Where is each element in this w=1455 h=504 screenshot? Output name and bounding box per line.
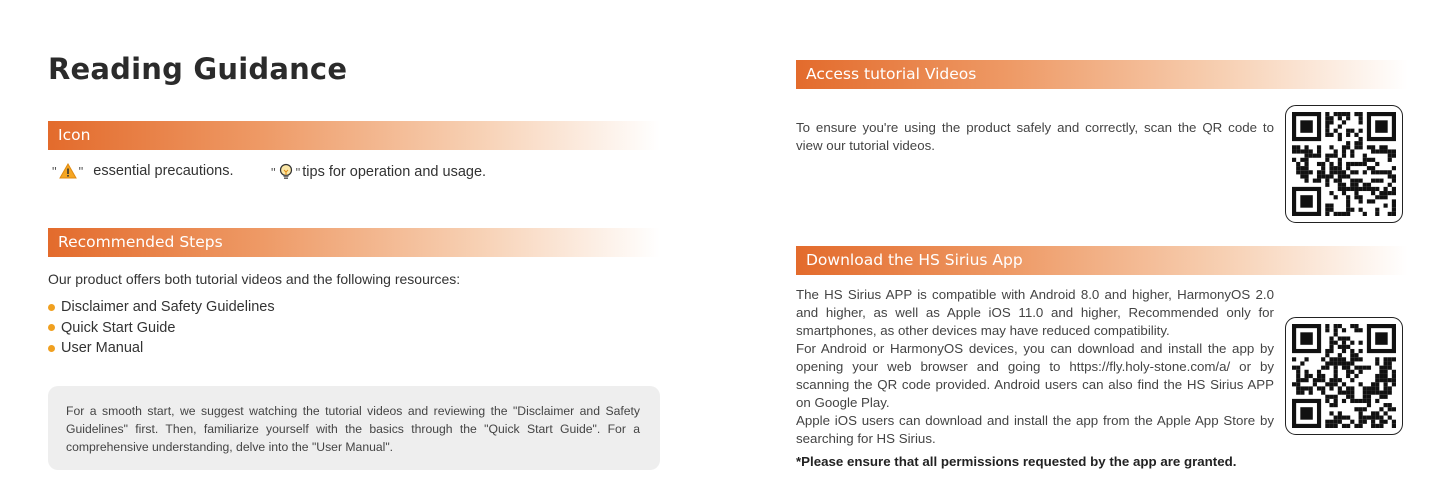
video-qr-code [1285, 105, 1403, 223]
steps-intro: Our product offers both tutorial videos and the following resources: [48, 271, 461, 287]
app-text [796, 286, 1274, 448]
bullet-dot [48, 304, 55, 311]
open-quote: " [52, 163, 57, 179]
app-ios-text: Apple iOS users can download and install the app from the Apple App Store by searching for HS Sirius. [796, 413, 1274, 446]
warning-legend [52, 163, 234, 179]
app-qr-code [1285, 317, 1403, 435]
app-compatibility-text: The HS Sirius APP is compatible with Android 8.0 and higher, HarmonyOS 2.0 and higher, as well as Apple iOS 11.0 and higher, Recommended only for smartphones, as other devices may have reduced compatibility. [796, 287, 1274, 338]
app-section-header: Download the HS Sirius App [796, 246, 1408, 275]
close-quote: " [78, 163, 84, 179]
list-item: User Manual [48, 338, 275, 359]
close-quote: " [295, 164, 301, 180]
recommendation-note: For a smooth start, we suggest watching the tutorial videos and reviewing the "Disclaimer and Safety Guidelines" first. Then, familiarize yourself with the basics through the "Quick Start Guide". For a comprehensive understanding, delve into the "User Manual". [66, 404, 640, 454]
qr-code-icon [1292, 112, 1396, 216]
permissions-note: *Please ensure that all permissions requested by the app are granted. [796, 454, 1237, 469]
video-text: To ensure you're using the product safely and correctly, scan the QR code to view our tutorial videos. [796, 120, 1274, 153]
tip-legend [271, 163, 486, 181]
list-item: Quick Start Guide [48, 318, 275, 339]
tip-legend-text: tips for operation and usage. [302, 164, 487, 180]
resource-list [48, 297, 275, 359]
qr-code-icon [1292, 324, 1396, 428]
bullet-dot [48, 345, 55, 352]
steps-section-header: Recommended Steps [48, 228, 660, 257]
warning-triangle-icon [59, 163, 77, 179]
recommendation-note-box [48, 386, 660, 470]
video-section-header: Access tutorial Videos [796, 60, 1408, 89]
open-quote: " [271, 164, 276, 180]
lightbulb-icon [278, 163, 294, 181]
list-item: Disclaimer and Safety Guidelines [48, 297, 275, 318]
icon-section-header: Icon [48, 121, 660, 150]
bullet-dot [48, 324, 55, 331]
warning-legend-text: essential precautions. [93, 163, 234, 179]
page-title: Reading Guidance [48, 52, 348, 86]
app-android-text: For Android or HarmonyOS devices, you can download and install the app by opening your web browser and going to https://fly.holy-stone.com/a/ or by scanning the QR code provided. Android users can also find the HS Sirius APP on Google Play. [796, 341, 1274, 410]
